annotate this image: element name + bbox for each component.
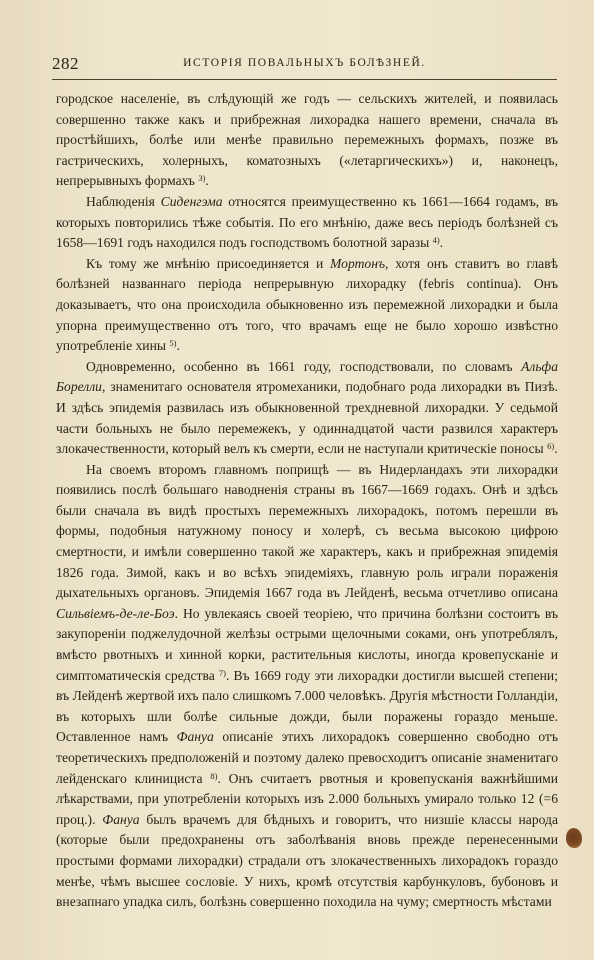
header-rule bbox=[52, 79, 557, 80]
paragraph bbox=[56, 254, 558, 357]
paragraph bbox=[56, 192, 558, 254]
ink-stain bbox=[566, 828, 582, 848]
text-run: , знаменитаго основателя ятромеханики, подобнаго рода лихорадки въ Пизѣ. И здѣсь эпидемія развилась изъ обыкновенной трехдневной лихорадки. У седьмой части больныхъ не было перемежекъ, у одиннадцатой части развился характеръ злокачественности, который велъ къ смерти, если не наступали критическіе поносы bbox=[56, 379, 558, 457]
paragraph bbox=[56, 460, 558, 913]
text-run: На своемъ второмъ главномъ поприщѣ — въ Нидерландахъ эти лихорадки появились послѣ большаго наводненія страны въ 1667—1669 годахъ. Онѣ и здѣсь были сначала въ видѣ простыхъ перемежныхъ лихорадокъ, потомъ перешли въ формы, подобныя натужному поносу и холерѣ, съ весьма высокою цифрою смертности, и имѣли совершенно такой же характеръ, какъ и прибрежная эпидемія 1826 года. Зимой, какъ и во всѣхъ эпидеміяхъ, главную роль играли пораженія дыхательныхъ органовъ. Эпидемія 1667 года въ Лейденѣ, весьма отчетливо описана bbox=[56, 461, 558, 601]
text-run: . Въ 1669 году эти лихорадки достигли высшей степени; въ Лейденѣ жертвой ихъ пало слишкомъ 7.000 человѣкъ. Другія мѣстности Голландіи, въ которыхъ шли болѣе сильные дожди, были поражены гораздо меньше. Оставленное намъ bbox=[56, 667, 558, 745]
text-run: былъ врачемъ для бѣдныхъ и говоритъ, что низшіе классы народа (которые были предохранены отъ заболѣванія вновь прежде перенесенными простыми формами лихорадки) страдали отъ злокачественныхъ лихорадокъ гораздо менѣе, чѣмъ высшее сословіе. У нихъ, кромѣ отсутствія карбункуловъ, бубоновъ и внезапнаго упадка силъ, болѣзнь совершенно походила на чуму; смертность мѣстами bbox=[56, 811, 558, 910]
author-name: Сиденгэма bbox=[160, 193, 223, 209]
text-run: Къ тому же мнѣнію присоединяется и bbox=[86, 255, 331, 271]
text-run: описаніе этихъ лихорадокъ совершенно свободно отъ теоретическихъ предположеній и поэтому далеко превосходитъ описаніе знаменитаго лейденскаго клинициста bbox=[56, 729, 558, 786]
text-run: городское населеніе, въ слѣдующій же годъ — сельскихъ жителей, и появилась совершенно также какъ и прибрежная лихорадка нашего времени, сначала въ простѣйшихъ, болѣе или менѣе правильно перемежныхъ формахъ, позже въ гастрическихъ, холерныхъ, коматозныхъ («летаргическихъ») и, наконецъ, непрерывныхъ формахъ bbox=[56, 91, 558, 189]
paragraph bbox=[56, 89, 558, 192]
text-run: . bbox=[176, 338, 180, 354]
text-run: . bbox=[554, 441, 558, 457]
text-run: . Онъ считаетъ рвотныя и кровепусканія важнѣйшими лѣкарствами, при употребленіи которыхъ изъ 2.000 больныхъ умирало только 12 (=6 проц.). bbox=[56, 770, 558, 827]
author-name: Мортонъ bbox=[330, 255, 386, 271]
text-run: Наблюденія bbox=[86, 193, 161, 209]
text-run: относятся преимущественно къ 1661—1664 годамъ, въ которыхъ повторились тѣже событія. По его мнѣнію, даже весь періодъ болѣзней съ 1658—1691 годъ находился подъ господствомъ болотной заразы bbox=[56, 193, 558, 251]
author-name: Альфа Борелли bbox=[56, 358, 558, 395]
text-run: . bbox=[439, 235, 444, 251]
author-name: Фануа bbox=[102, 811, 140, 827]
footnote-marker: 5) bbox=[169, 338, 177, 349]
running-title: ИСТОРІЯ ПОВАЛЬНЫХЪ БОЛѢЗНЕЙ. bbox=[183, 57, 426, 69]
paragraph bbox=[56, 357, 558, 460]
footnote-marker: 7) bbox=[218, 667, 226, 678]
footnote-marker: 4) bbox=[432, 235, 440, 246]
page-header bbox=[52, 54, 557, 80]
author-name: Фануа bbox=[176, 729, 214, 745]
author-name: Сильвіемъ-де-ле-Боэ bbox=[56, 605, 175, 621]
footnote-marker: 6) bbox=[547, 441, 555, 452]
text-run: , хотя онъ ставитъ во главѣ болѣзней названнаго періода непрерывную лихорадку (febris continua). Онъ доказываетъ, что она происходила обыкновенно изъ перемежной лихорадки и была упорна преимущественно отъ того, что врачамъ еще не было хорошо извѣстно употребленіе хины bbox=[56, 255, 558, 354]
footnote-marker: 8) bbox=[210, 770, 218, 781]
text-run: . bbox=[205, 173, 209, 189]
text-run: Одновременно, особенно въ 1661 году, господствовали, по словамъ bbox=[86, 358, 522, 374]
text-run: . Но увлекаясь своей теоріею, что причина болѣзни состоитъ въ закупореніи поджелудочной желѣзы острыми щелочными соками, онъ употреблялъ, вмѣсто рвотныхъ и хинной корки, растительныя кислоты, иногда кровепусканіе и симптоматическія средства bbox=[56, 605, 558, 683]
body-text bbox=[56, 89, 558, 913]
footnote-marker: 3) bbox=[198, 173, 206, 184]
page-number: 282 bbox=[52, 54, 79, 73]
